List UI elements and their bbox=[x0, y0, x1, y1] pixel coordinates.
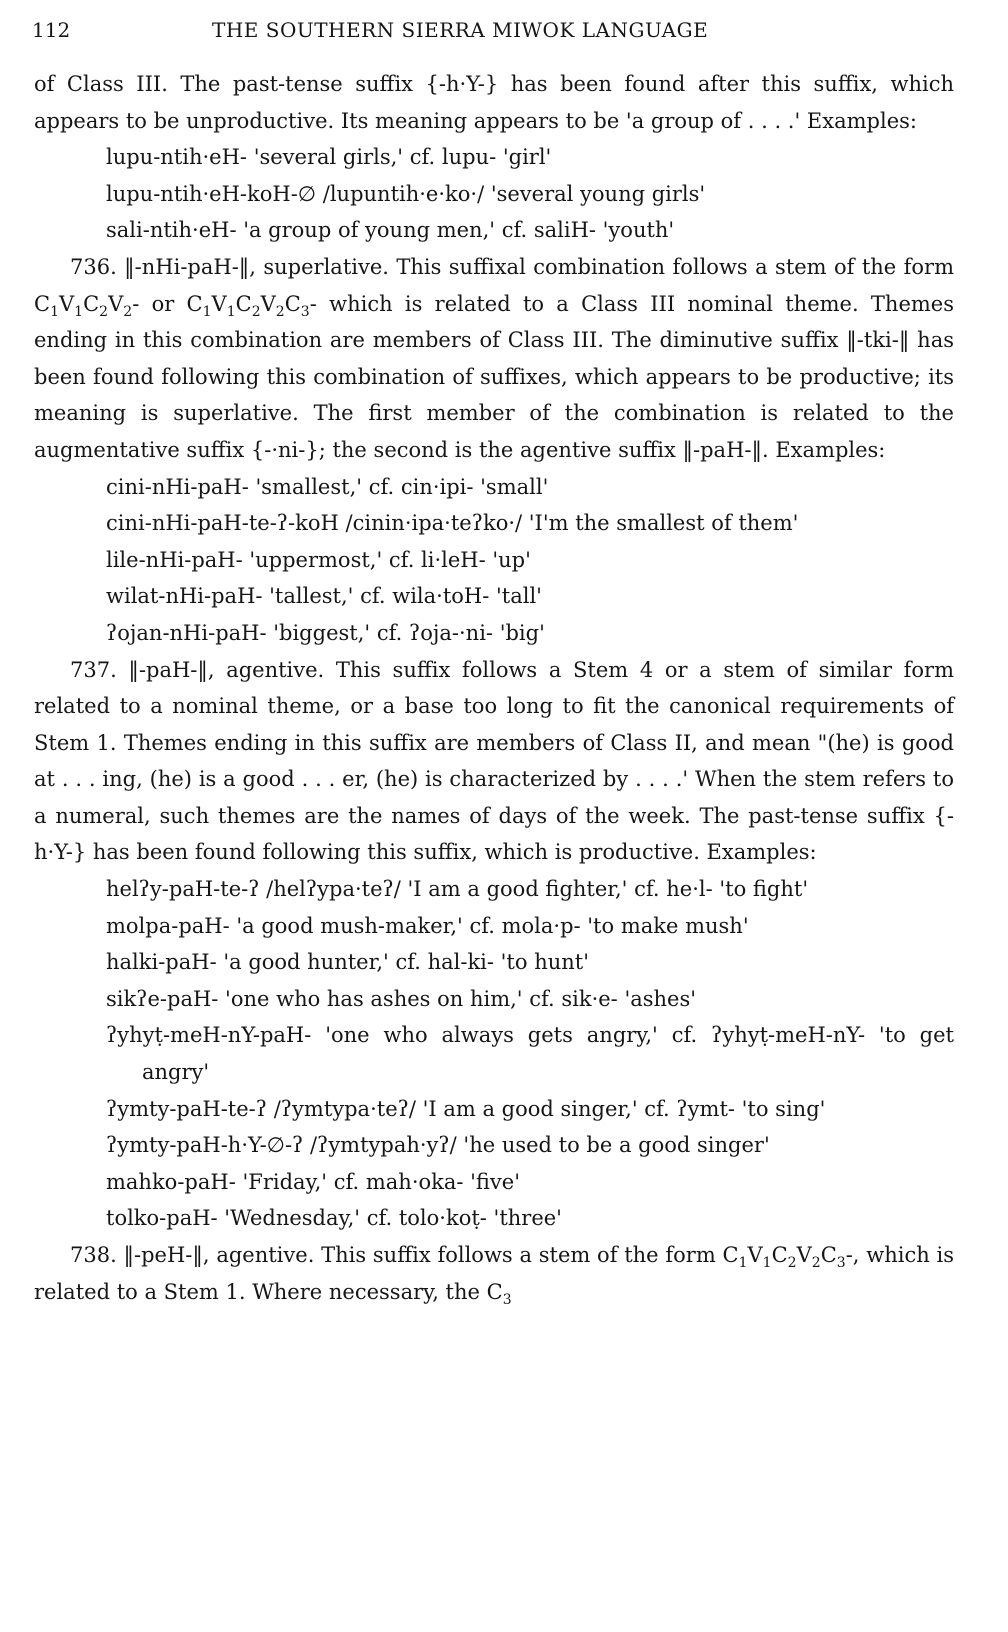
subscript: 1 bbox=[762, 1255, 772, 1272]
subscript: 2 bbox=[275, 303, 285, 320]
text-span: V bbox=[260, 291, 276, 316]
example-line: tolko-paH- 'Wednesday,' cf. tolo·koṭ- 'three' bbox=[106, 1206, 562, 1231]
subscript: 2 bbox=[251, 303, 261, 320]
example-line: cini-nHi-paH- 'smallest,' cf. cin·ipi- 'small' bbox=[106, 474, 549, 499]
example-line: sali-ntih·eH- 'a group of young men,' cf. saliH- 'youth' bbox=[106, 218, 675, 243]
subscript: 1 bbox=[50, 303, 59, 320]
section-737: 737. ‖-paH-‖, agentive. This suffix follows a Stem 4 or a stem of similar form related to a nominal theme, or a base too long to fit the canonical requirements of Stem 1. Themes ending in this suffix are members of Class II, and mean "(he) is good at . . . ing, (he) is a good . . . er, (he) is characterized by . . . .' When the stem refers to a numeral, such themes are the names of days of the week. The past-tense suffix {-h·Y-} has been found following this suffix, which is productive. Examples: bbox=[34, 657, 954, 865]
text-span: - bbox=[845, 1243, 853, 1267]
section-736 bbox=[34, 249, 954, 469]
example-line: ʔyhyṭ-meH-nY-paH- 'one who always gets angry,' cf. ʔyhyṭ-meH-nY- 'to get angry' bbox=[106, 1023, 954, 1085]
subscript: 2 bbox=[787, 1255, 797, 1272]
subscript: 3 bbox=[836, 1255, 846, 1272]
text-span: - bbox=[132, 291, 140, 316]
text-span: C bbox=[820, 1243, 837, 1267]
example-line: lupu-ntih·eH- 'several girls,' cf. lupu- 'girl' bbox=[106, 145, 552, 170]
subscript: 1 bbox=[738, 1255, 748, 1272]
example-line: sikʔe-paH- 'one who has ashes on him,' cf. sik·e- 'ashes' bbox=[106, 986, 697, 1011]
text-span: V bbox=[747, 1243, 763, 1267]
section-738 bbox=[34, 1237, 954, 1310]
example-line: molpa-paH- 'a good mush-maker,' cf. mola·p- 'to make mush' bbox=[106, 913, 749, 938]
subscript: 1 bbox=[226, 303, 236, 320]
text-span: 736. ‖-nHi-paH-‖, superlative. This suffixal combination follows a stem of the form C bbox=[34, 254, 954, 316]
text-span: or C bbox=[139, 291, 203, 316]
paragraph-continuation: of Class III. The past-tense suffix {-h·Y-} has been found after this suffix, which appears to be unproductive. Its meaning appears to be 'a group of . . . .' Examples: bbox=[34, 72, 954, 133]
body-text bbox=[34, 66, 954, 1310]
text-span: C bbox=[284, 291, 301, 316]
subscript: 3 bbox=[502, 1291, 512, 1308]
subscript: 2 bbox=[811, 1255, 821, 1272]
text-span: V bbox=[211, 291, 227, 316]
example-line: wilat-nHi-paH- 'tallest,' cf. wila·toH- 'tall' bbox=[106, 584, 542, 609]
text-span: V bbox=[108, 291, 124, 316]
page-header bbox=[32, 18, 976, 48]
text-span: C bbox=[235, 291, 252, 316]
subscript: 2 bbox=[123, 303, 133, 320]
subscript: 2 bbox=[99, 303, 109, 320]
text-span: , which is related to a Stem 1. Where necessary, the C bbox=[34, 1243, 954, 1304]
example-line: ʔojan-nHi-paH- 'biggest,' cf. ʔoja-·ni- 'big' bbox=[106, 620, 545, 645]
subscript: 1 bbox=[74, 303, 84, 320]
text-span: V bbox=[59, 291, 75, 316]
example-line: ʔymty-paH-te-ʔ /ʔymtypa·teʔ/ 'I am a good singer,' cf. ʔymt- 'to sing' bbox=[106, 1096, 826, 1121]
text-span: which is related to a Class III nominal theme. Themes ending in this combination are members of Class III. The diminutive suffix ‖-tki-‖ has been found following this combination of suffixes, which appears to be productive; its meaning is superlative. The first member of the combination is related to the augmentative suffix {-·ni-}; the second is the agentive suffix ‖-paH-‖. Examples: bbox=[34, 291, 954, 462]
example-line: cini-nHi-paH-te-ʔ-koH /cinin·ipa·teʔko·/ 'I'm the smallest of them' bbox=[106, 511, 799, 536]
text-span: 738. ‖-peH-‖, agentive. This suffix follows a stem of the form C bbox=[70, 1243, 739, 1267]
example-line: mahko-paH- 'Friday,' cf. mah·oka- 'five' bbox=[106, 1169, 521, 1194]
example-line: ʔymty-paH-h·Y-∅-ʔ /ʔymtypah·yʔ/ 'he used to be a good singer' bbox=[106, 1133, 770, 1158]
example-line: halki-paH- 'a good hunter,' cf. hal-ki- 'to hunt' bbox=[106, 950, 589, 975]
text-span: C bbox=[771, 1243, 788, 1267]
subscript: 3 bbox=[300, 303, 310, 320]
example-line: helʔy-paH-te-ʔ /helʔypa·teʔ/ 'I am a good fighter,' cf. he·l- 'to fight' bbox=[106, 877, 809, 902]
text-span: V bbox=[796, 1243, 812, 1267]
example-line: lile-nHi-paH- 'uppermost,' cf. li·leH- 'up' bbox=[106, 547, 531, 572]
running-title: THE SOUTHERN SIERRA MIWOK LANGUAGE bbox=[212, 18, 709, 42]
example-line: lupu-ntih·eH-koH-∅ /lupuntih·e·ko·/ 'several young girls' bbox=[106, 181, 706, 206]
text-span: - bbox=[309, 291, 317, 316]
page-number: 112 bbox=[32, 18, 71, 42]
text-span: C bbox=[83, 291, 100, 316]
subscript: 1 bbox=[202, 303, 212, 320]
